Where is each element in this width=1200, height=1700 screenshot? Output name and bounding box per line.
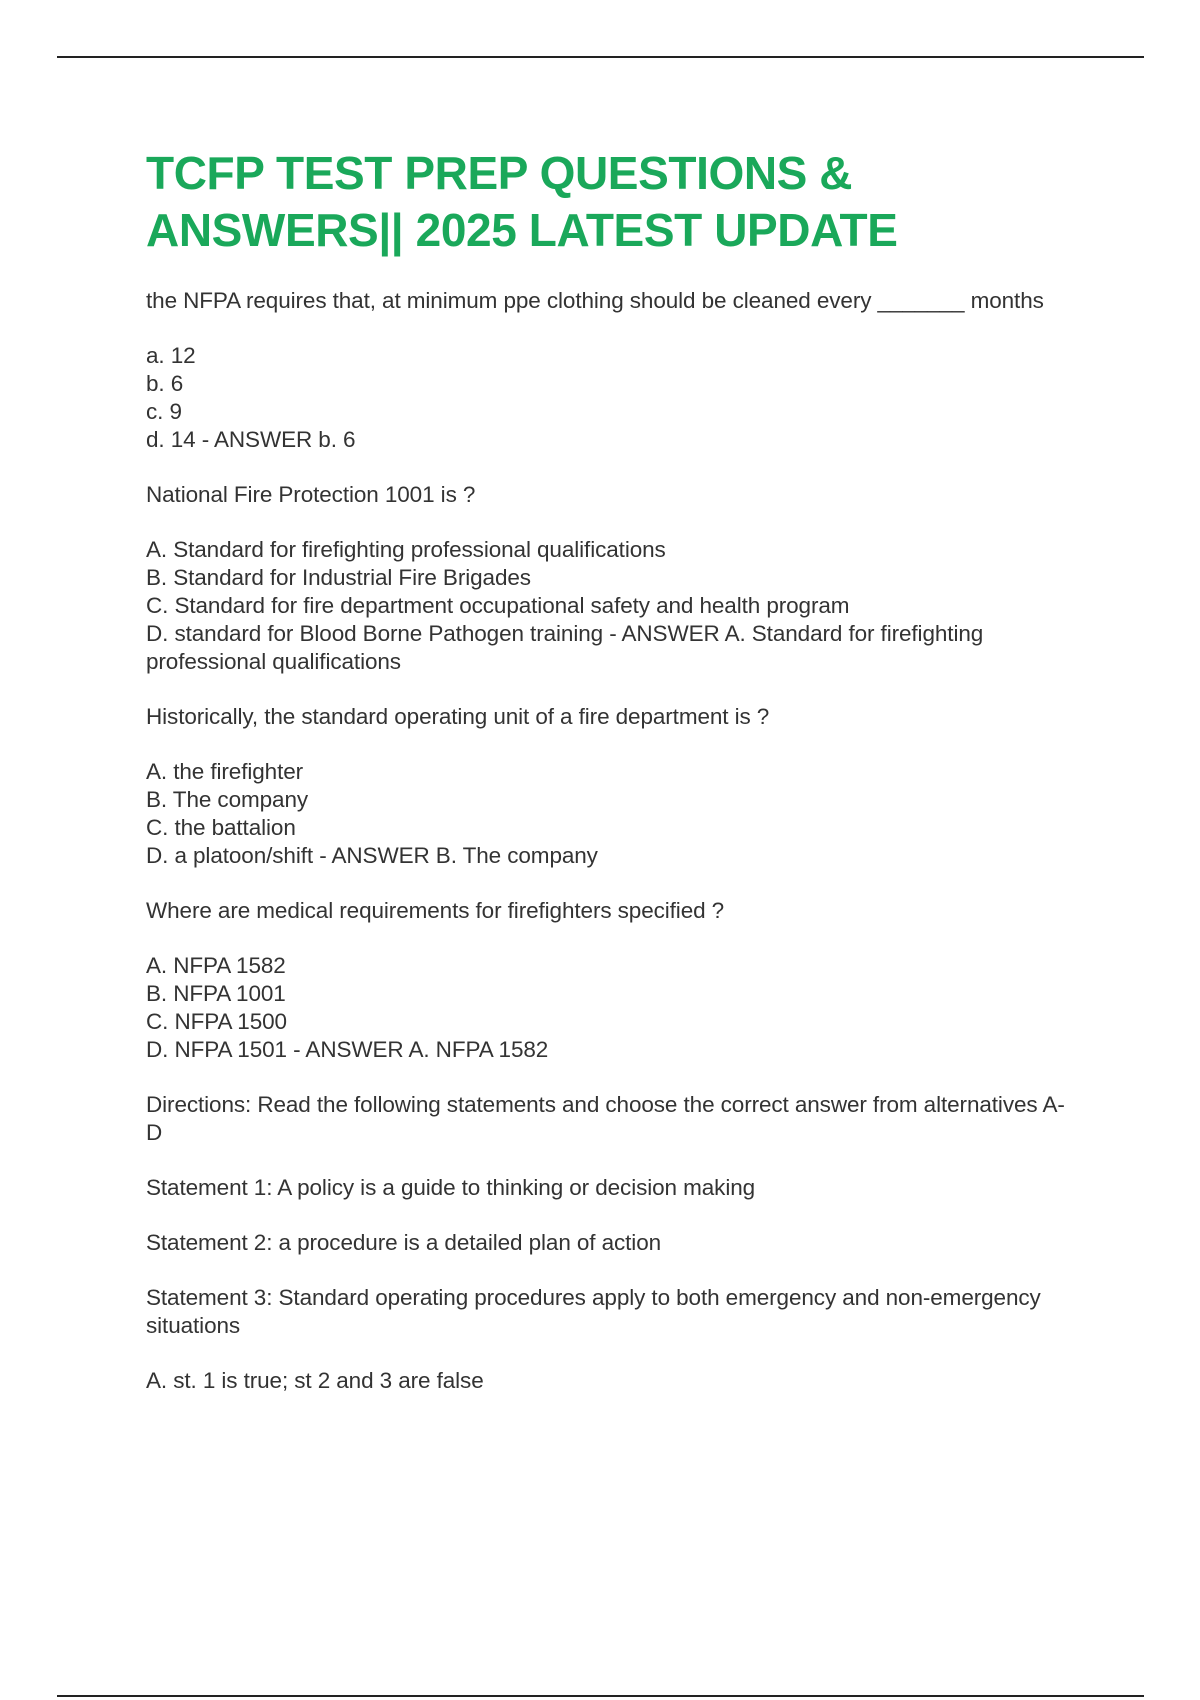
statement-2: Statement 2: a procedure is a detailed plan of action [146,1230,662,1255]
document-title [146,145,1076,259]
question-3-option: C. the battalion [146,815,296,840]
question-4-option: C. NFPA 1500 [146,1009,287,1034]
title-line-1: TCFP TEST PREP QUESTIONS & [146,147,853,199]
question-3-options [146,758,1076,870]
statement-3: Statement 3: Standard operating procedures apply to both emergency and non-emergency situations [146,1285,1041,1338]
question-1-prompt: the NFPA requires that, at minimum ppe clothing should be cleaned every _______ months [146,288,1044,313]
question-2-options [146,536,1076,676]
question-4-option: B. NFPA 1001 [146,981,286,1006]
question-4-option-answer: D. NFPA 1501 - ANSWER A. NFPA 1582 [146,1037,549,1062]
question-4-prompt: Where are medical requirements for firefighters specified ? [146,898,725,923]
question-2-option-answer: D. standard for Blood Borne Pathogen training - ANSWER A. Standard for firefighting professional qualifications [146,621,984,674]
question-3-prompt: Historically, the standard operating unit of a fire department is ? [146,704,770,729]
document-body [146,145,1076,1422]
directions-text: Directions: Read the following statements and choose the correct answer from alternatives A-D [146,1092,1065,1145]
bottom-rule [57,1695,1144,1697]
question-2-option: A. Standard for firefighting professional qualifications [146,537,666,562]
directions-option: A. st. 1 is true; st 2 and 3 are false [146,1368,484,1393]
title-line-2: ANSWERS|| 2025 LATEST UPDATE [146,204,898,256]
question-1-option: b. 6 [146,371,184,396]
question-4-options [146,952,1076,1064]
directions-options [146,1367,1076,1395]
question-1-option: a. 12 [146,343,196,368]
statement-1: Statement 1: A policy is a guide to thinking or decision making [146,1175,756,1200]
question-1-option: c. 9 [146,399,182,424]
question-2-option: C. Standard for fire department occupational safety and health program [146,593,850,618]
question-3-option: A. the firefighter [146,759,304,784]
question-4-option: A. NFPA 1582 [146,953,286,978]
question-2-option: B. Standard for Industrial Fire Brigades [146,565,531,590]
question-1-option-answer: d. 14 - ANSWER b. 6 [146,427,356,452]
top-rule [57,56,1144,58]
question-2-prompt: National Fire Protection 1001 is ? [146,482,476,507]
question-3-option-answer: D. a platoon/shift - ANSWER B. The company [146,843,598,868]
question-1-options [146,342,1076,454]
question-3-option: B. The company [146,787,309,812]
